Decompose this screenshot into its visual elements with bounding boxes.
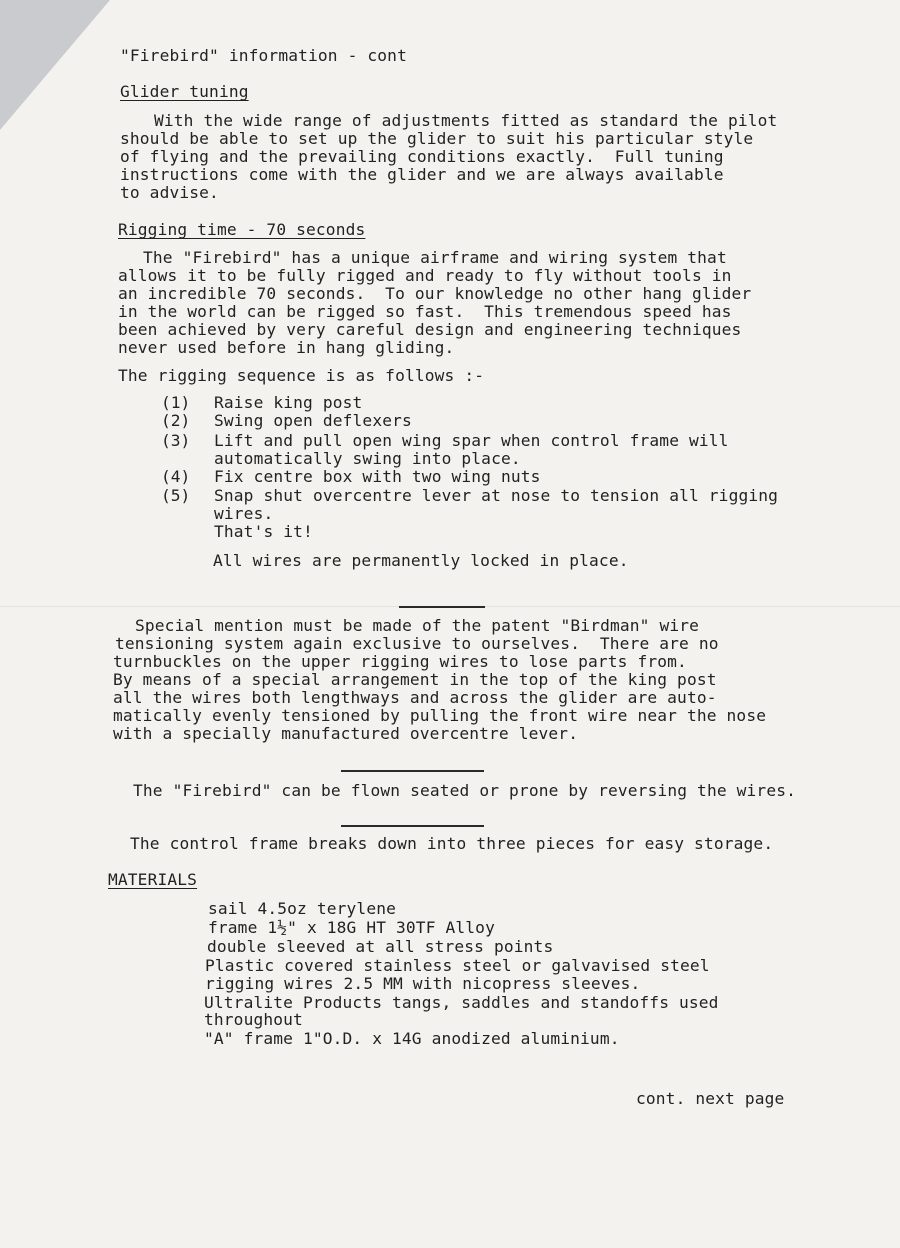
locked-note: All wires are permanently locked in place. [213,551,629,570]
birdman-line: tensioning system again exclusive to ourselves. There are no [115,634,719,653]
materials-line: double sleeved at all stress points [207,937,554,956]
step-text: Swing open deflexers [214,411,412,430]
glider-tuning-line: With the wide range of adjustments fitted as standard the pilot [154,111,778,130]
birdman-line: By means of a special arrangement in the top of the king post [113,670,717,689]
birdman-line: matically evenly tensioned by pulling the front wire near the nose [113,706,767,725]
seated-prone-note: The "Firebird" can be flown seated or prone by reversing the wires. [133,781,797,800]
step-text: automatically swing into place. [214,449,521,468]
birdman-line: Special mention must be made of the patent "Birdman" wire [135,616,700,635]
section-divider [341,770,484,772]
materials-line: Ultralite Products tangs, saddles and standoffs used [204,993,719,1012]
rigging-time-line: in the world can be rigged so fast. This tremendous speed has [118,302,732,321]
rigging-time-line: never used before in hang gliding. [118,338,455,357]
step-text: wires. [214,504,274,523]
materials-line: frame 1½" x 18G HT 30TF Alloy [208,918,495,937]
materials-heading: MATERIALS [108,870,198,889]
step-number: (4) [161,467,191,486]
glider-tuning-heading: Glider tuning [120,82,249,101]
materials-line: "A" frame 1"O.D. x 14G anodized aluminium. [204,1029,620,1048]
rigging-time-line: an incredible 70 seconds. To our knowledge no other hang glider [118,284,752,303]
section-divider [399,606,485,608]
step-text: Lift and pull open wing spar when control frame will [214,431,729,450]
rigging-time-line: allows it to be fully rigged and ready to fly without tools in [118,266,732,285]
glider-tuning-line: instructions come with the glider and we are always available [120,165,724,184]
control-frame-note: The control frame breaks down into three pieces for easy storage. [130,834,774,853]
step-text: Fix centre box with two wing nuts [214,467,541,486]
step-number: (3) [161,431,191,450]
continued-note: cont. next page [636,1089,785,1108]
glider-tuning-line: to advise. [120,183,219,202]
step-text: Raise king post [214,393,363,412]
materials-line: rigging wires 2.5 MM with nicopress sleeves. [205,974,641,993]
materials-line: Plastic covered stainless steel or galvavised steel [205,956,710,975]
step-text: Snap shut overcentre lever at nose to tension all rigging [214,486,779,505]
birdman-line: turnbuckles on the upper rigging wires to lose parts from. [113,652,687,671]
thats-it-note: That's it! [214,522,313,541]
rigging-time-heading: Rigging time - 70 seconds [118,220,366,239]
rigging-time-line: been achieved by very careful design and engineering techniques [118,320,742,339]
glider-tuning-line: should be able to set up the glider to suit his particular style [120,129,754,148]
birdman-line: with a specially manufactured overcentre lever. [113,724,579,743]
step-number: (5) [161,486,191,505]
step-number: (1) [161,393,191,412]
materials-line: throughout [204,1010,303,1029]
glider-tuning-line: of flying and the prevailing conditions exactly. Full tuning [120,147,724,166]
materials-line: sail 4.5oz terylene [208,899,397,918]
step-number: (2) [161,411,191,430]
birdman-line: all the wires both lengthways and across the glider are auto- [113,688,717,707]
page-title: "Firebird" information - cont [120,46,407,65]
section-divider [341,825,484,827]
rigging-sequence-intro: The rigging sequence is as follows :- [118,366,485,385]
rigging-time-line: The "Firebird" has a unique airframe and wiring system that [143,248,727,267]
